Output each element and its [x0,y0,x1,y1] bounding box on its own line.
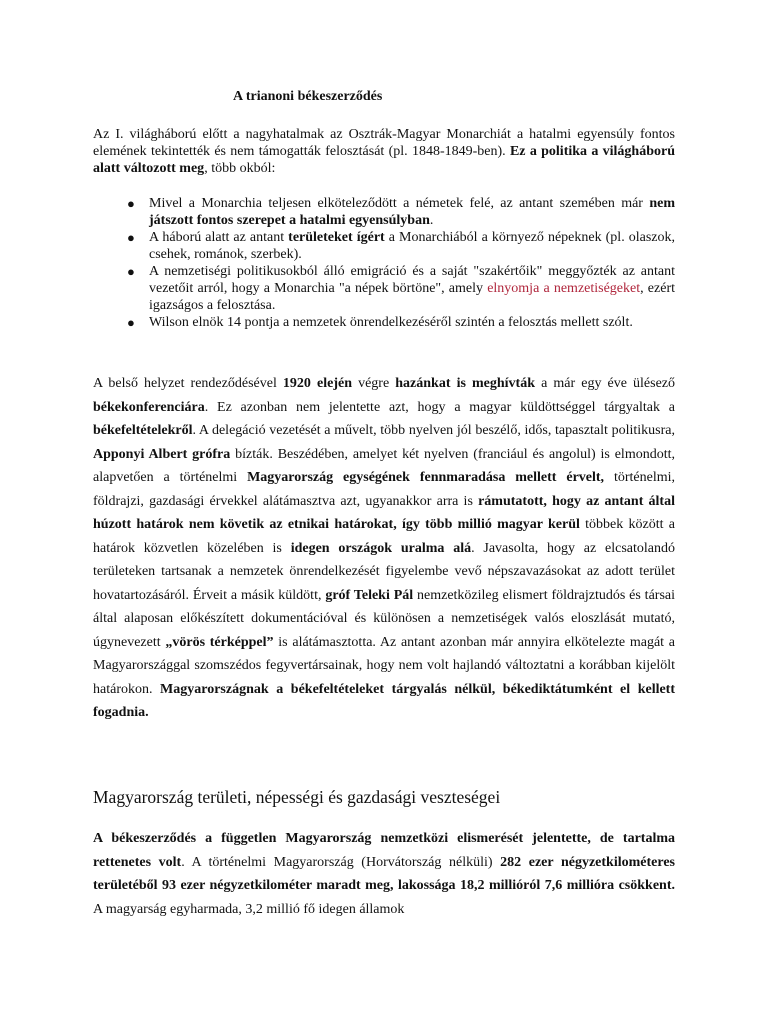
text-run: Wilson elnök 14 pontja a nemzetek önrendelkezéséről szintén a felosztás mellett szólt. [149,315,633,330]
bold-run: 1920 elején [282,376,352,391]
bold-run: Apponyi Albert grófra [93,446,231,462]
reasons-list [93,195,675,331]
bold-run: Ez a politika a világháború alatt változott meg [93,144,675,176]
bullet-icon: ● [127,230,135,245]
text-run: nemzetközileg elismert földrajztudós és társai által alaposan előkészített dokumentációval és különösen a nemzetiségek valós eloszlását mutató, úgynevezett [93,587,676,650]
text-run: . A történelmi Magyarország (Horvátország nélküli) [181,854,501,870]
text-run: . Javasolta, hogy az elcsatolandó területeken tartsanak a nemzetek önrendelkezését figyelembe vevő népszavazásokat az adott terület hovatartozásáról. Érveit a másik küldött, [93,540,676,603]
text-run: A belső helyzet rendeződésével [93,376,283,391]
text-run: többek között a határok közvetlen közelében is [93,517,675,556]
text-run: Mivel a Monarchia teljesen elköteleződött a németek felé, az antant szemében már [149,196,650,211]
document-title: A trianoni békeszerződés [233,89,383,104]
bold-run: idegen országok uralma alá [290,540,472,556]
bold-run: nem játszott fontos szerepet a hatalmi egyensúlyban [149,196,675,228]
text-run: végre [351,376,396,391]
bullet-icon: ● [127,196,135,211]
text-run: történelmi, földrajzi, gazdasági érvekkel alátámasztva azt, ugyanakkor arra is [93,470,675,509]
highlight-run: elnyomja a nemzetiségeket [487,281,641,296]
bullet-icon: ● [127,264,135,279]
text-run: . A delegáció vezetését a művelt, több nyelven jól beszélő, idős, tapasztalt politikusra, [192,423,675,438]
bold-run: Magyarországnak a békefeltételeket tárgyalás nélkül, békediktátumként el kellett fogadnia. [93,681,676,720]
text-run: a Monarchiából a környező népeknek (pl. olaszok, csehek, románok, szerbek). [149,230,675,262]
bullet-icon: ● [127,315,135,330]
body-paragraph-losses [93,827,675,921]
intro-paragraph [93,126,675,177]
text-run: , több okból: [204,161,276,176]
text-run: A magyarság egyharmada, 3,2 millió fő idegen államok [93,901,405,917]
list-item [93,195,675,229]
bold-run: békekonferenciára [93,399,205,415]
list-item [93,229,675,263]
text-run: A nemzetiségi politikusokból álló emigráció és a saját "szakértőik" meggyőzték az antant vezetőit arról, hogy a Monarchia "a népek börtöne", amely [149,264,675,296]
text-run: a már egy éve ülésező [535,376,676,391]
bold-run: békefeltételekről [93,423,193,438]
list-item [93,314,675,331]
text-run: . Ez azonban nem jelentette azt, hogy a magyar küldöttséggel tárgyaltak a [204,399,675,415]
bold-run: hazánkat is meghívták [395,376,535,391]
text-run: A háború alatt az antant [149,230,289,245]
text-run: Az I. világháború előtt a nagyhatalmak az Osztrák-Magyar Monarchiát a hatalmi egyensúly fontos elemének tekintették és nem támogatták felosztását (pl. 1848-1849-ben). [93,127,675,159]
list-item [93,263,675,314]
text-run: is alátámasztotta. Az antant azonban már annyira elkötelezte magát a Magyarországgal szomszédos fegyvertársainak, hogy nem volt hajlandó változtatni a korábban kijelölt határokon. [93,634,675,697]
bold-run: gróf Teleki Pál [325,587,414,603]
text-run: bízták. Beszédében, amelyet két nyelven (franciául és angolul) is elmondott, alapvetően a történelmi [93,446,675,485]
bold-run: A békeszerződés a független Magyarország nemzetközi elismerését jelentette, de tartalma rettenetes volt [93,831,675,870]
bold-run: Magyarország egységének fennmaradása mellett érvelt, [247,470,605,485]
bold-run: „vörös térképpel” [165,634,274,650]
bold-run: 282 ezer négyzetkilométeres területéből 93 ezer négyzetkilométer maradt meg, lakossága 18,2 millióról 7,6 millióra csökkent. [93,854,675,893]
body-paragraph-peace-conference [93,372,675,725]
bold-run: területeket ígért [288,230,385,245]
bold-run: rámutatott, hogy az antant által húzott határok nem követik az etnikai határokat, így több millió magyar kerül [93,493,675,532]
text-run: . [429,213,434,228]
text-run: , ezért igazságos a felosztása. [149,281,676,313]
section-heading: Magyarország területi, népességi és gazdasági veszteségei [93,787,501,807]
